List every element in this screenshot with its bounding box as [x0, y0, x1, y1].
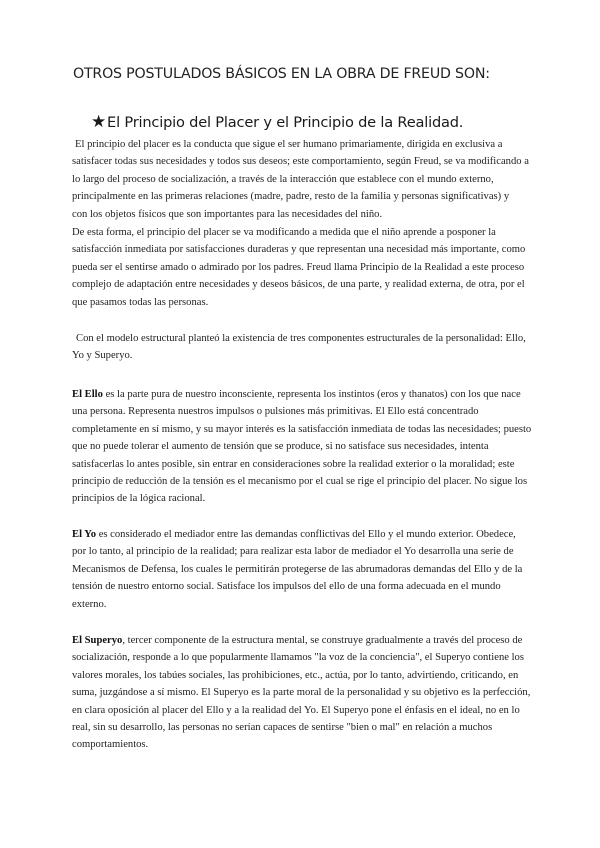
structural-model-paragraph: Con el modelo estructural planteó la existencia de tres componentes estructurales de la personalidad: Ello, Yo y Superyo.: [72, 333, 526, 362]
ello-paragraph: [72, 386, 532, 508]
page-title: OTROS POSTULADOS BÁSICOS EN LA OBRA DE FREUD SON:: [73, 66, 490, 82]
superyo-paragraph: [72, 632, 532, 754]
reality-principle-paragraph: De esta forma, el principio del placer se va modificando a medida que el niño aprende a posponer la satisfacción inmediata por satisfacciones duraderas y que representan una necesidad más importante, como pueda ser el sentirse amado o admirado por los padres. Freud llama Principio de la Realidad a este proceso complejo de adaptación entre necesidades y deseos básicos, de una parte, y realidad externa, de otra, por el que pasamos todas las personas.: [72, 227, 526, 308]
superyo-text: , tercer componente de la estructura mental, se construye gradualmente a través del proceso de socialización, responde a lo que popularmente llamamos "la voz de la conciencia", el Superyo contiene los valores morales, los tabúes sociales, las prohibiciones, etc., actúa, por lo tanto, advirtiendo, criticando, en suma, juzgándose a sí mismo. El Superyo es la parte moral de la personalidad y su objetivo es la perfección, en clara oposición al placer del Ello y a la realidad del Yo. El Superyo pone el énfasis en el ideal, no en lo real, sin su desarrollo, las personas no serían capaces de sentirse "bien o mal" en relación a muchos comportamientos.: [72, 635, 531, 751]
ello-text: es la parte pura de nuestro inconsciente, representa los instintos (eros y thanatos) con los que nace una persona. Representa nuestros impulsos o pulsiones más primitivas. El Ello está concentrado completamente en sí mismo, y su mayor interés es la satisfacción inmediata de todas las necesidades; puesto que no puede tolerar el aumento de tensión que se produce, si no satisface sus necesidades, intenta satisfacerlas lo antes posible, sin entrar en consideraciones sobre la realidad exterior o la moralidad; este principio de reducción de la tensión es el mecanismo por el cual se rige el principio del placer. No sigue los principios de la lógica racional.: [72, 389, 532, 505]
section-subtitle: [91, 112, 571, 132]
star-bullet-icon: ★: [91, 112, 107, 132]
intro-paragraph-continued: con los objetos físicos que son importantes para las necesidades del niño.: [72, 209, 383, 220]
yo-paragraph: [72, 526, 532, 613]
ello-term: El Ello: [72, 389, 103, 400]
superyo-term: El Superyo: [72, 635, 123, 646]
yo-term: El Yo: [72, 529, 97, 540]
yo-text: es considerado el mediador entre las demandas conflictivas del Ello y el mundo exterior. Obedece, por lo tanto, al principio de la realidad; para realizar esta labor de mediador el Yo desarrolla una serie de Mecanismos de Defensa, los cuales le permitirán protegerse de las abrumadoras demandas del Ello y de la tensión de nuestro entorno social. Satisface los impulsos del ello de una forma adecuada en el mundo externo.: [72, 529, 523, 610]
subtitle-text: El Principio del Placer y el Principio de la Realidad.: [107, 114, 464, 131]
intro-paragraph: El principio del placer es la conducta que sigue el ser humano primariamente, dirigida en exclusiva a satisfacer todas sus necesidades y todos sus deseos; este comportamiento, según Freud, se va modificando a lo largo del proceso de socialización, a través de la interacción que establece con el mundo externo, principalmente en las primeras relaciones (madre, padre, resto de la familia y personas significativas) y: [72, 139, 529, 203]
